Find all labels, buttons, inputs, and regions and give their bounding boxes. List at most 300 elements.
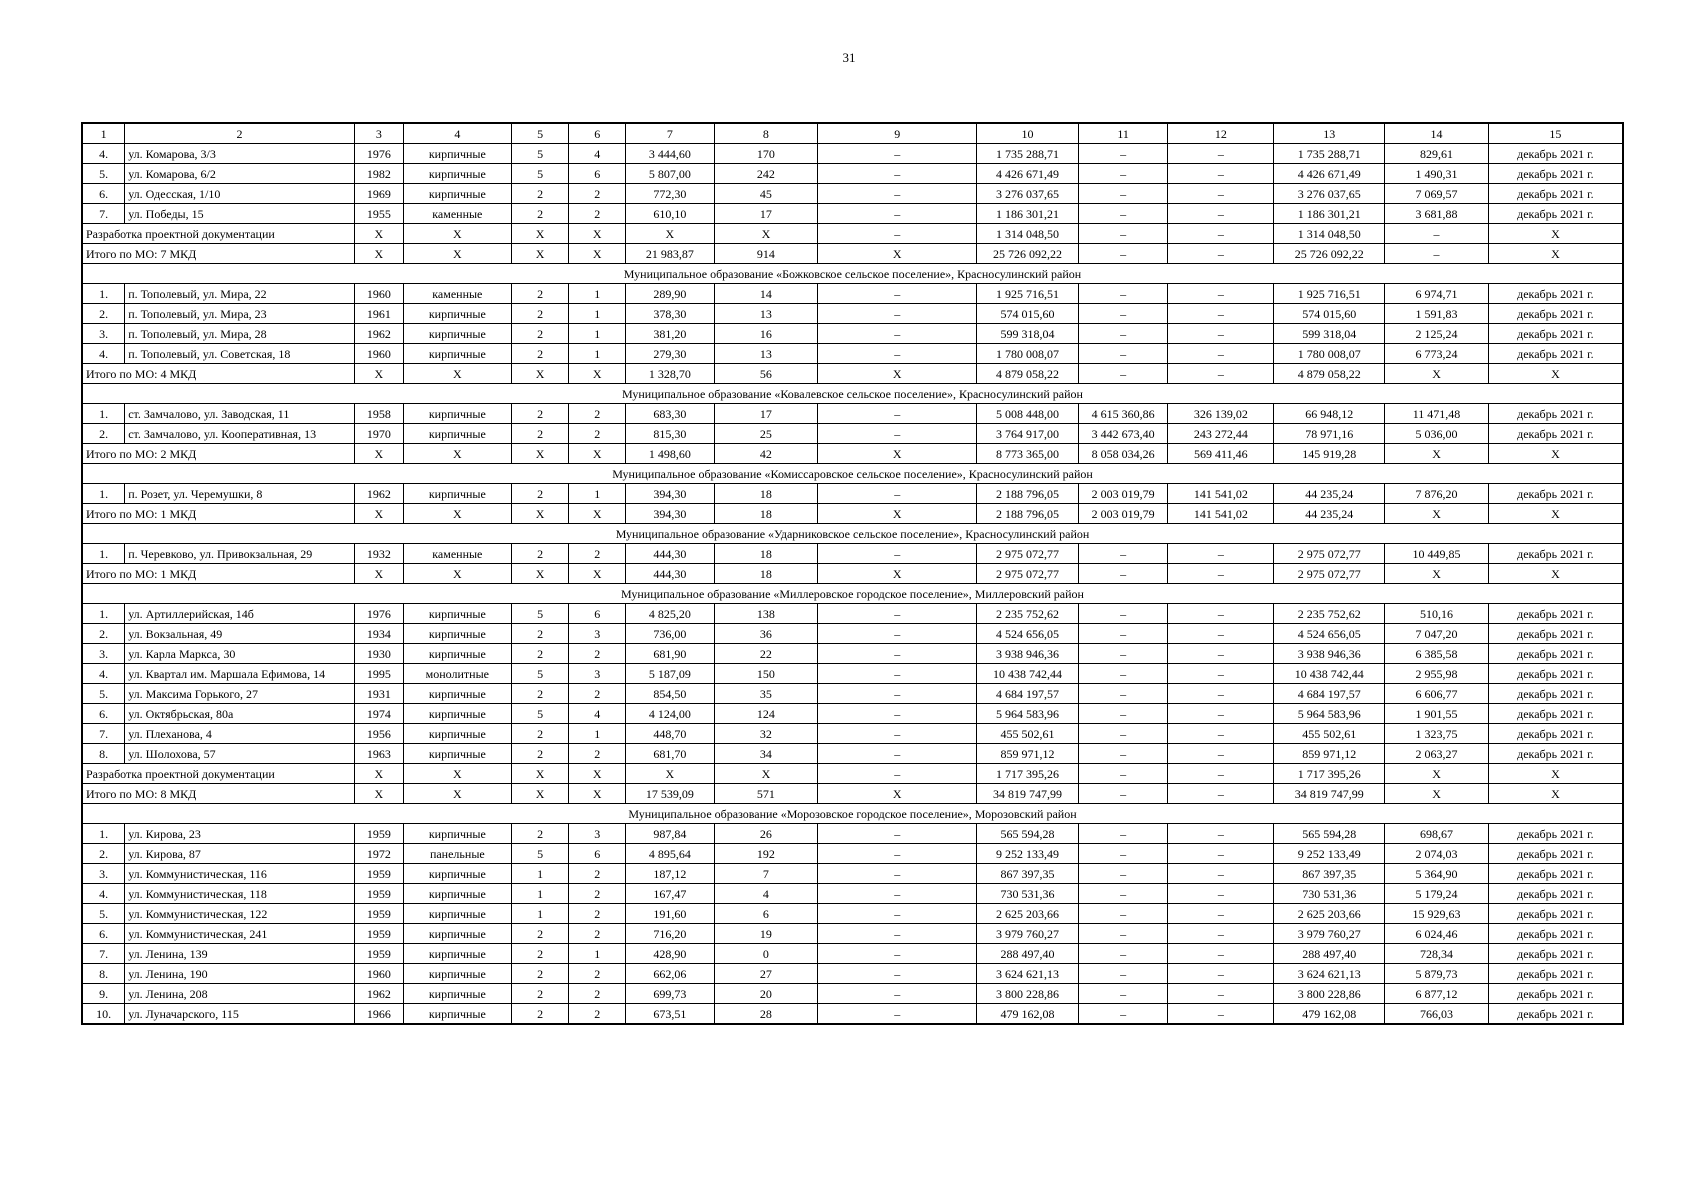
table-cell: – [818,604,977,624]
table-cell: 2 [511,924,569,944]
table-cell: 3. [82,644,125,664]
table-cell: 448,70 [626,724,715,744]
table-cell: 1. [82,284,125,304]
table-cell: 6 [569,123,626,144]
table-cell: 859 971,12 [1274,744,1385,764]
table-cell: 914 [714,244,818,264]
table-cell: 728,34 [1385,944,1489,964]
table-cell: 1959 [354,924,403,944]
table-cell: – [1168,644,1274,664]
table-cell: 2 [569,864,626,884]
table-cell: 1 [569,284,626,304]
table-cell: – [1078,1004,1168,1025]
table-cell: 34 [714,744,818,764]
table-cell: Х [1488,784,1623,804]
table-cell: – [818,824,977,844]
table-cell: 6 974,71 [1385,284,1489,304]
table-cell: 2 [569,404,626,424]
table-cell: 1 901,55 [1385,704,1489,724]
table-cell: ул. Шолохова, 57 [125,744,355,764]
table-cell: 1966 [354,1004,403,1025]
table-cell: 2 063,27 [1385,744,1489,764]
table-cell: 1 735 288,71 [977,144,1078,164]
table-cell: – [1168,744,1274,764]
table-cell: – [818,884,977,904]
table-cell: 1931 [354,684,403,704]
table-cell: – [818,924,977,944]
table-cell: 829,61 [1385,144,1489,164]
table-cell: 987,84 [626,824,715,844]
table-cell: 5 879,73 [1385,964,1489,984]
table-cell: 3 979 760,27 [977,924,1078,944]
table-cell: 8 [714,123,818,144]
table-cell: – [818,744,977,764]
table-cell: Х [403,784,511,804]
table-cell: 444,30 [626,544,715,564]
table-cell: 5 807,00 [626,164,715,184]
table-cell: Х [354,784,403,804]
table-cell: Х [403,504,511,524]
table-cell: Х [403,364,511,384]
table-cell: 2 [569,184,626,204]
table-cell: кирпичные [403,184,511,204]
table-cell: 479 162,08 [1274,1004,1385,1025]
table-cell: – [818,964,977,984]
table-cell: 1 [511,884,569,904]
table-cell: 2 [125,123,355,144]
table-cell: 21 983,87 [626,244,715,264]
housing-repair-table [81,122,1624,1025]
table-cell: 13 [1274,123,1385,144]
table-cell: 18 [714,504,818,524]
section-row [82,264,1623,284]
table-cell: 289,90 [626,284,715,304]
table-cell: декабрь 2021 г. [1488,204,1623,224]
table-cell: 3 [569,824,626,844]
table-cell: 1982 [354,164,403,184]
table-cell: декабрь 2021 г. [1488,944,1623,964]
table-cell: 3. [82,864,125,884]
table-cell: 25 [714,424,818,444]
table-cell: Х [403,244,511,264]
table-cell: 2 [569,964,626,984]
summary-row [82,224,1623,244]
table-cell: 2 955,98 [1385,664,1489,684]
table-cell: 26 [714,824,818,844]
table-row [82,644,1623,664]
table-cell: Муниципальное образование «Божковское сельское поселение», Красносулинский район [82,264,1623,284]
table-cell: – [818,284,977,304]
table-cell: 1 [569,344,626,364]
table-cell: ст. Замчалово, ул. Кооперативная, 13 [125,424,355,444]
table-cell: 1956 [354,724,403,744]
table-cell: Х [1488,244,1623,264]
table-cell: декабрь 2021 г. [1488,284,1623,304]
table-cell: Х [626,764,715,784]
table-cell: 2 975 072,77 [1274,544,1385,564]
table-cell: 3 442 673,40 [1078,424,1168,444]
table-cell: 2 975 072,77 [977,544,1078,564]
table-cell: 772,30 [626,184,715,204]
table-cell: Итого по МО: 1 МКД [82,504,354,524]
table-cell: Разработка проектной документации [82,764,354,784]
table-cell: 7 069,57 [1385,184,1489,204]
table-cell: 5. [82,904,125,924]
table-cell: – [1168,664,1274,684]
table-cell: – [1168,924,1274,944]
table-cell: 2 [569,744,626,764]
table-cell: 6 024,46 [1385,924,1489,944]
table-cell: ул. Коммунистическая, 116 [125,864,355,884]
table-cell: 1962 [354,484,403,504]
table-cell: 56 [714,364,818,384]
table-cell: кирпичные [403,864,511,884]
table-cell: 14 [1385,123,1489,144]
table-cell: декабрь 2021 г. [1488,304,1623,324]
table-cell: – [1168,544,1274,564]
table-cell: 3 938 946,36 [1274,644,1385,664]
table-cell: кирпичные [403,1004,511,1025]
table-cell: 167,47 [626,884,715,904]
table-cell: – [1078,704,1168,724]
section-row [82,464,1623,484]
table-cell: 17 [714,404,818,424]
table-cell: Муниципальное образование «Ковалевское сельское поселение», Красносулинский район [82,384,1623,404]
table-cell: – [1078,184,1168,204]
table-cell: декабрь 2021 г. [1488,864,1623,884]
table-cell: 1960 [354,344,403,364]
table-row [82,1004,1623,1025]
table-cell: – [1168,904,1274,924]
table-cell: 3. [82,324,125,344]
table-row [82,864,1623,884]
table-cell: 378,30 [626,304,715,324]
table-cell: декабрь 2021 г. [1488,924,1623,944]
table-cell: декабрь 2021 г. [1488,544,1623,564]
table-cell: – [1168,824,1274,844]
table-cell: 5 964 583,96 [977,704,1078,724]
table-cell: – [1168,364,1274,384]
table-cell: 4 124,00 [626,704,715,724]
table-cell: Х [511,784,569,804]
table-cell: Х [1488,444,1623,464]
table-cell: Х [354,564,403,584]
table-cell: декабрь 2021 г. [1488,824,1623,844]
table-cell: 10 [977,123,1078,144]
table-cell: – [1078,204,1168,224]
table-cell: 9 252 133,49 [1274,844,1385,864]
table-cell: 1 328,70 [626,364,715,384]
table-cell: кирпичные [403,404,511,424]
table-cell: 2 [511,544,569,564]
table-cell: 192 [714,844,818,864]
table-cell: – [818,484,977,504]
table-cell: 7 047,20 [1385,624,1489,644]
table-cell: – [1078,944,1168,964]
table-cell: 6 385,58 [1385,644,1489,664]
table-cell: 3 764 917,00 [977,424,1078,444]
table-cell: 599 318,04 [1274,324,1385,344]
table-cell: 10. [82,1004,125,1025]
table-cell: декабрь 2021 г. [1488,144,1623,164]
table-cell: 7. [82,724,125,744]
table-cell: 18 [714,564,818,584]
table-cell: 7 [714,864,818,884]
table-cell: 18 [714,484,818,504]
table-cell: 45 [714,184,818,204]
table-cell: Х [403,224,511,244]
table-cell: 1976 [354,604,403,624]
table-cell: – [1168,784,1274,804]
table-cell: ул. Ленина, 139 [125,944,355,964]
table-cell: – [1078,144,1168,164]
table-cell: кирпичные [403,744,511,764]
table-cell: – [1078,644,1168,664]
table-cell: 13 [714,344,818,364]
table-cell: п. Черевково, ул. Привокзальная, 29 [125,544,355,564]
table-cell: – [1078,724,1168,744]
table-cell: кирпичные [403,724,511,744]
table-cell: Х [569,564,626,584]
table-cell: 2 188 796,05 [977,484,1078,504]
table-cell: – [818,344,977,364]
table-cell: 394,30 [626,484,715,504]
table-cell: 15 929,63 [1385,904,1489,924]
table-cell: 4. [82,144,125,164]
table-cell: 5 [511,604,569,624]
table-row [82,824,1623,844]
table-cell: – [818,864,977,884]
table-cell: 2. [82,424,125,444]
table-cell: 44 235,24 [1274,504,1385,524]
table-cell: 9. [82,984,125,1004]
section-row [82,384,1623,404]
table-cell: 1. [82,604,125,624]
table-cell: Х [511,444,569,464]
table-cell: 2 125,24 [1385,324,1489,344]
table-cell: 36 [714,624,818,644]
table-cell: 455 502,61 [1274,724,1385,744]
table-cell: – [1078,564,1168,584]
table-cell: – [1078,884,1168,904]
table-cell: Х [511,564,569,584]
table-cell: декабрь 2021 г. [1488,184,1623,204]
table-cell: 28 [714,1004,818,1025]
table-cell: 4 684 197,57 [1274,684,1385,704]
table-cell: – [818,644,977,664]
table-cell: 15 [1488,123,1623,144]
table-row [82,544,1623,564]
table-cell: – [1078,324,1168,344]
table-cell: Итого по МО: 8 МКД [82,784,354,804]
summary-row [82,444,1623,464]
table-row [82,884,1623,904]
table-cell: п. Розет, ул. Черемушки, 8 [125,484,355,504]
table-cell: 8 773 365,00 [977,444,1078,464]
table-cell: – [818,944,977,964]
table-cell: 10 438 742,44 [1274,664,1385,684]
table-cell: Х [1488,564,1623,584]
table-cell: 2 074,03 [1385,844,1489,864]
table-cell: Х [511,764,569,784]
table-cell: 1969 [354,184,403,204]
table-cell: 1959 [354,944,403,964]
table-cell: 141 541,02 [1168,504,1274,524]
table-cell: 574 015,60 [1274,304,1385,324]
table-cell: декабрь 2021 г. [1488,604,1623,624]
table-cell: – [1168,684,1274,704]
table-cell: 7 [626,123,715,144]
table-cell: 2 [511,684,569,704]
table-cell: кирпичные [403,644,511,664]
table-cell: Х [818,564,977,584]
table-cell: 20 [714,984,818,1004]
table-cell: Х [511,224,569,244]
summary-row [82,244,1623,264]
table-cell: 1 314 048,50 [977,224,1078,244]
table-cell: ул. Одесская, 1/10 [125,184,355,204]
table-cell: 1 323,75 [1385,724,1489,744]
table-cell: декабрь 2021 г. [1488,724,1623,744]
table-row [82,324,1623,344]
table-cell: – [1168,604,1274,624]
section-row [82,584,1623,604]
table-cell: 2 [511,1004,569,1025]
table-cell: 681,90 [626,644,715,664]
table-cell: 4 426 671,49 [977,164,1078,184]
table-cell: 170 [714,144,818,164]
table-cell: 1 [569,484,626,504]
table-cell: – [1078,924,1168,944]
table-row [82,484,1623,504]
table-cell: 1930 [354,644,403,664]
table-cell: кирпичные [403,904,511,924]
table-cell: декабрь 2021 г. [1488,664,1623,684]
table-cell: – [1168,144,1274,164]
table-cell: 2 [511,204,569,224]
table-row [82,724,1623,744]
table-row [82,424,1623,444]
table-cell: 4 [569,704,626,724]
table-cell: 673,51 [626,1004,715,1025]
table-cell: 11 [1078,123,1168,144]
table-cell: 2 [511,624,569,644]
table-cell: 610,10 [626,204,715,224]
table-cell: 3 681,88 [1385,204,1489,224]
table-cell: 1. [82,544,125,564]
table-cell: 1959 [354,864,403,884]
table-cell: ул. Кирова, 23 [125,824,355,844]
table-cell: Х [1385,564,1489,584]
table-cell: 3 276 037,65 [1274,184,1385,204]
table-cell: 1955 [354,204,403,224]
table-cell: – [1168,624,1274,644]
table-cell: 17 [714,204,818,224]
table-cell: 7. [82,944,125,964]
table-cell: п. Тополевый, ул. Мира, 23 [125,304,355,324]
table-cell: Х [354,504,403,524]
table-row [82,664,1623,684]
table-cell: 698,67 [1385,824,1489,844]
table-cell: – [818,984,977,1004]
table-cell: 10 438 742,44 [977,664,1078,684]
summary-row [82,564,1623,584]
table-cell: 3 979 760,27 [1274,924,1385,944]
table-cell: 4 879 058,22 [977,364,1078,384]
table-cell: декабрь 2021 г. [1488,904,1623,924]
table-cell: ул. Карла Маркса, 30 [125,644,355,664]
summary-row [82,784,1623,804]
table-cell: – [818,164,977,184]
table-cell: – [1078,984,1168,1004]
table-cell: Х [569,444,626,464]
table-cell: 2 [569,544,626,564]
table-cell: Х [511,504,569,524]
table-cell: ул. Октябрьская, 80а [125,704,355,724]
table-cell: 5 179,24 [1385,884,1489,904]
table-cell: 5 036,00 [1385,424,1489,444]
table-cell: 1. [82,404,125,424]
table-cell: 565 594,28 [1274,824,1385,844]
table-cell: Х [1385,784,1489,804]
table-cell: 17 539,09 [626,784,715,804]
table-cell: – [818,544,977,564]
table-cell: 243 272,44 [1168,424,1274,444]
table-cell: панельные [403,844,511,864]
table-cell: 736,00 [626,624,715,644]
table-cell: 2 [569,984,626,1004]
table-cell: 859 971,12 [977,744,1078,764]
table-cell: 8 058 034,26 [1078,444,1168,464]
table-cell: декабрь 2021 г. [1488,1004,1623,1025]
table-row [82,944,1623,964]
table-cell: 3 444,60 [626,144,715,164]
table-row [82,184,1623,204]
table-cell: 66 948,12 [1274,404,1385,424]
table-cell: – [818,424,977,444]
table-cell: Х [403,564,511,584]
table-cell: 4 [403,123,511,144]
table-cell: Х [569,364,626,384]
table-row [82,304,1623,324]
table-cell: 14 [714,284,818,304]
table-cell: 3 624 621,13 [1274,964,1385,984]
table-cell: 2 003 019,79 [1078,484,1168,504]
table-cell: 2. [82,624,125,644]
table-cell: 730 531,36 [977,884,1078,904]
table-cell: декабрь 2021 г. [1488,704,1623,724]
table-cell: ул. Луначарского, 115 [125,1004,355,1025]
table-cell: декабрь 2021 г. [1488,984,1623,1004]
table-cell: – [1168,1004,1274,1025]
table-cell: ул. Коммунистическая, 241 [125,924,355,944]
table-cell: 25 726 092,22 [977,244,1078,264]
table-cell: Х [818,784,977,804]
table-cell: декабрь 2021 г. [1488,624,1623,644]
table-cell: 1 717 395,26 [1274,764,1385,784]
table-cell: – [818,764,977,784]
table-cell: 5 [511,123,569,144]
table-cell: 1961 [354,304,403,324]
table-cell: 444,30 [626,564,715,584]
table-cell: – [1168,944,1274,964]
table-cell: 78 971,16 [1274,424,1385,444]
table-row [82,204,1623,224]
table-cell: декабрь 2021 г. [1488,324,1623,344]
table-cell: 1995 [354,664,403,684]
table-cell: Итого по МО: 1 МКД [82,564,354,584]
table-cell: 124 [714,704,818,724]
